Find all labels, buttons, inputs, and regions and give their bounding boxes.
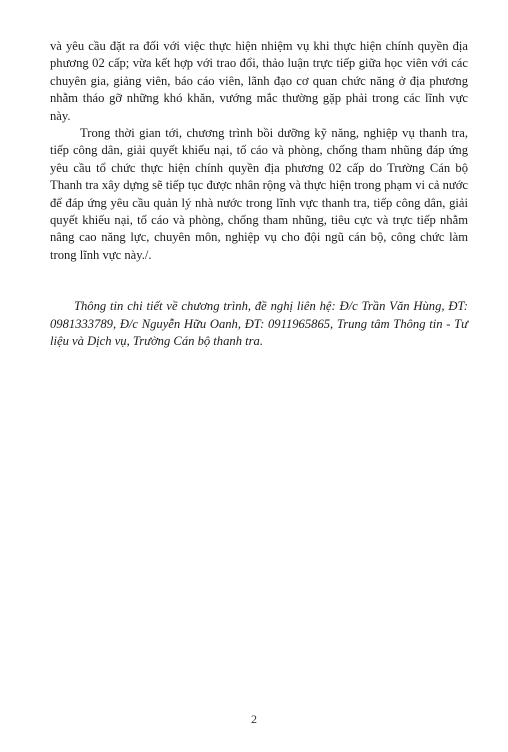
- document-body: [50, 38, 468, 351]
- paragraph-continued: và yêu cầu đặt ra đối với việc thực hiện nhiệm vụ khi thực hiện chính quyền địa phương 02 cấp; vừa kết hợp với trao đổi, thảo luận trực tiếp giữa học viên với các chuyên gia, giảng viên, báo cáo viên, lãnh đạo cơ quan chức năng ở địa phương nhằm tháo gỡ những khó khăn, vướng mắc thường gặp phải trong các lĩnh vực này.: [50, 39, 468, 123]
- paragraph-future-plans: Trong thời gian tới, chương trình bồi dưỡng kỹ năng, nghiệp vụ thanh tra, tiếp công dân, giải quyết khiếu nại, tố cáo và phòng, chống tham nhũng đáp ứng yêu cầu tổ chức thực hiện chính quyền địa phương 02 cấp do Trường Cán bộ Thanh tra xây dựng sẽ tiếp tục được nhân rộng và thực hiện trong phạm vi cả nước để đáp ứng yêu cầu quản lý nhà nước trong lĩnh vực thanh tra, tiếp công dân, giải quyết khiếu nại, tố cáo và phòng, chống tham nhũng, tiêu cực và trực tiếp nhằm nâng cao năng lực, chuyên môn, nghiệp vụ cho đội ngũ cán bộ, công chức làm trong lĩnh vực này./.: [50, 126, 468, 262]
- contact-note: Thông tin chi tiết về chương trình, đề nghị liên hệ: Đ/c Trần Văn Hùng, ĐT: 0981333789, Đ/c Nguyễn Hữu Oanh, ĐT: 0911965865, Trung tâm Thông tin - Tư liệu và Dịch vụ, Trường Cán bộ thanh tra.: [50, 299, 468, 349]
- page-number: 2: [251, 712, 257, 726]
